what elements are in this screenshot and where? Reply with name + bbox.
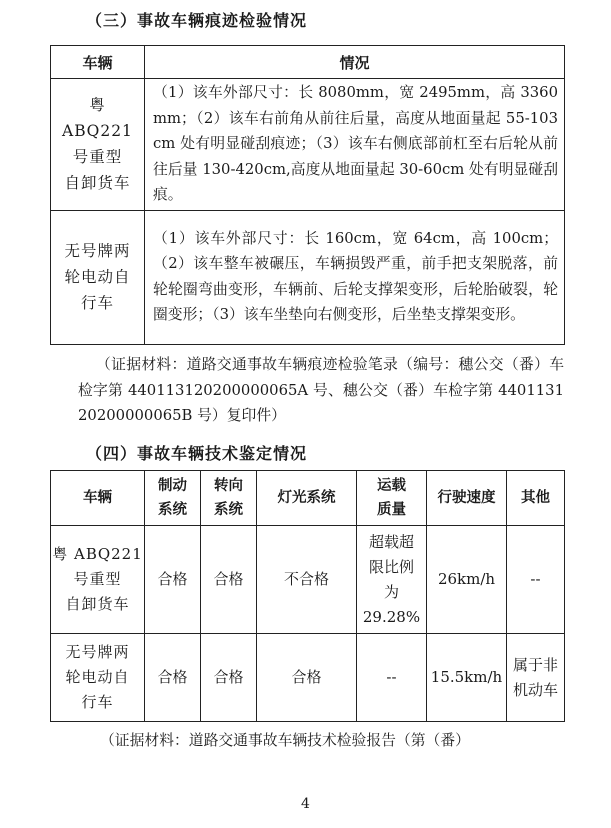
table-row [51, 210, 565, 344]
vehicle-line: 粤 ABQ221 [62, 96, 133, 141]
brake-cell: 合格 [145, 526, 201, 634]
trace-table-header-row [51, 46, 565, 79]
vehicle-line: 行车 [81, 693, 114, 711]
technical-appraisal-table [50, 470, 565, 722]
header-situation: 情况 [145, 46, 565, 79]
table-row [51, 634, 565, 722]
load-cell [357, 526, 427, 634]
vehicle-cell [51, 634, 145, 722]
steering-cell: 合格 [201, 526, 257, 634]
trace-inspection-table [50, 45, 565, 345]
header-steering-system [201, 471, 257, 526]
vehicle-line: 粤 ABQ221 [52, 545, 143, 563]
brake-cell: 合格 [145, 634, 201, 722]
load-line: 限比例 [368, 557, 414, 576]
vehicle-line: 行车 [80, 294, 114, 312]
header-line: 系统 [158, 502, 187, 518]
table-row [51, 526, 565, 634]
vehicle-line: 自卸货车 [65, 595, 130, 613]
other-line: 属于非 [512, 655, 558, 674]
vehicle-line: 号重型 [72, 148, 123, 167]
header-line: 制动 [158, 478, 187, 494]
header-vehicle: 车辆 [51, 471, 145, 526]
header-line: 运载 [377, 478, 406, 494]
description-cell: （1）该车外部尺寸：长 160cm，宽 64cm，高 100cm；（2）该车整车被碾压，车辆损毁严重，前手把支架脱落，前轮轮圈弯曲变形，车辆前、后轮支撑架变形，后轮胎破裂，轮圈变形；（3）该车坐垫向右侧变形，后坐垫支撑架变形。 [145, 210, 565, 344]
vehicle-line: 轮电动自 [65, 668, 130, 686]
speed-cell: 15.5km/h [427, 634, 507, 722]
header-vehicle: 车辆 [51, 46, 145, 79]
evidence-note-2: （证据材料：道路交通事故车辆技术检验报告（第（番） [100, 732, 470, 749]
lights-cell: 不合格 [257, 526, 357, 634]
vehicle-line: 自卸货车 [64, 174, 131, 193]
table-row [51, 79, 565, 211]
section-4-heading: （四）事故车辆技术鉴定情况 [86, 444, 308, 463]
vehicle-cell [51, 526, 145, 634]
load-line: 为 [383, 582, 399, 601]
other-cell [507, 634, 565, 722]
evidence-note-1: （证据材料：道路交通事故车辆痕迹检验笔录（编号：穗公交（番）车检字第 440113120200000065A 号、穗公交（番）车检字第 440113120200000065B 号）复印件） [78, 356, 564, 424]
appraisal-table-header-row [51, 471, 565, 526]
header-line: 转向 [214, 478, 243, 494]
vehicle-line: 轮电动自 [64, 268, 131, 286]
speed-cell: 26km/h [427, 526, 507, 634]
load-line: 29.28% [362, 607, 421, 626]
vehicle-line: 无号牌两 [64, 242, 131, 260]
description-cell: （1）该车外部尺寸：长 8080mm，宽 2495mm，高 3360mm；（2）该车右前角从前往后量，高度从地面量起 55-103cm 处有明显碰刮痕迹；（3）该车右侧底部前杠至右后轮从前往后量 130-420cm,高度从地面量起 30-60cm 处有明显碰刮痕。 [145, 79, 565, 211]
other-cell: -- [507, 526, 565, 634]
section-3-heading: （三）事故车辆痕迹检验情况 [86, 11, 308, 30]
vehicle-line: 号重型 [73, 570, 122, 588]
vehicle-cell [51, 210, 145, 344]
header-line: 质量 [377, 502, 406, 518]
header-lighting-system: 灯光系统 [257, 471, 357, 526]
steering-cell: 合格 [201, 634, 257, 722]
other-line: 机动车 [512, 680, 558, 699]
header-brake-system [145, 471, 201, 526]
load-cell: -- [357, 634, 427, 722]
vehicle-line: 无号牌两 [65, 643, 130, 661]
vehicle-cell [51, 79, 145, 211]
header-driving-speed: 行驶速度 [427, 471, 507, 526]
header-load-mass [357, 471, 427, 526]
page-number: 4 [301, 796, 310, 812]
header-line: 系统 [214, 502, 243, 518]
header-other: 其他 [507, 471, 565, 526]
lights-cell: 合格 [257, 634, 357, 722]
load-line: 超载超 [368, 532, 414, 551]
